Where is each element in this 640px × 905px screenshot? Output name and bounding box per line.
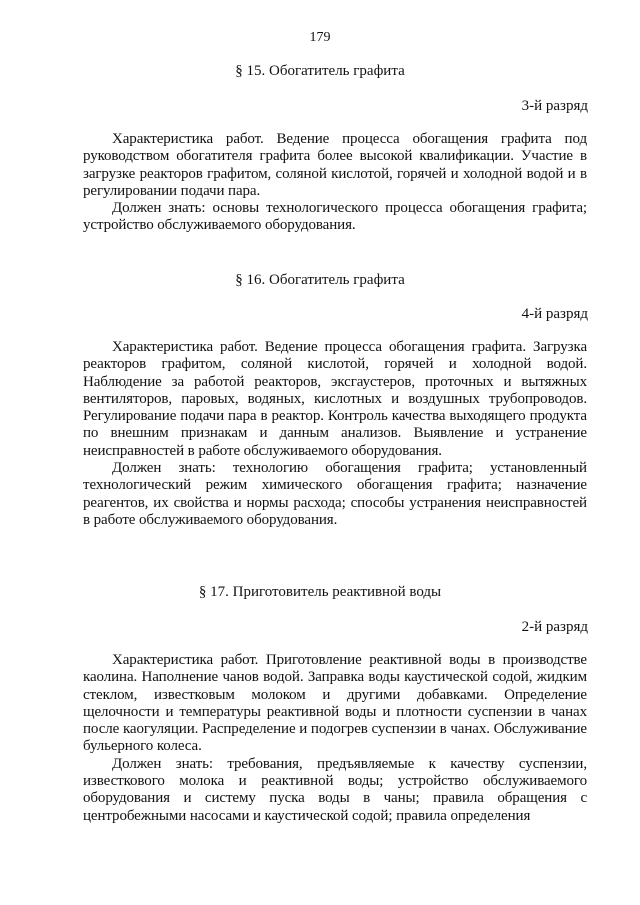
section-17-body <box>83 652 587 825</box>
section-15-grade: 3-й разряд <box>521 98 588 114</box>
section-16-body <box>83 339 587 529</box>
section-17-characteristics: Характеристика работ. Приготовление реактивной воды в производстве каолина. Наполнение чанов водой. Заправка воды каустической содой, жидким стеклом, известковым молоком и другими добавками. Определение щелочности и температуры реактивной воды и плотности суспензии в чанах после каогуляции. Распределение и подогрев суспензии в чанах. Обслуживание бульерного колеса. <box>83 652 587 755</box>
section-15-must-know: Должен знать: основы технологического процесса обогащения графита; устройство обслуживаемого оборудования. <box>83 200 587 234</box>
section-15-characteristics: Характеристика работ. Ведение процесса обогащения графита под руководством обогатителя графита более высокой квалификации. Участие в загрузке реакторов графитом, соляной кислотой, горячей и холодной водой и в регулировании подачи пара. <box>83 131 587 199</box>
section-16-must-know: Должен знать: технологию обогащения графита; установленный технологический режим химического обогащения графита; назначение реагентов, их свойства и нормы расхода; способы устранения неисправностей в работе обслуживаемого оборудования. <box>83 460 587 528</box>
section-17-title: § 17. Приготовитель реактивной воды <box>198 584 442 600</box>
section-16-title: § 16. Обогатитель графита <box>235 272 405 288</box>
section-15-body <box>83 131 587 235</box>
section-16-characteristics: Характеристика работ. Ведение процесса обогащения графита. Загрузка реакторов графитом, соляной кислотой, горячей и холодной водой. Наблюдение за работой реакторов, эксгаустеров, проточных и вытяжных вентиляторов, паровых, водяных, кислотных и воздушных трубопроводов. Регулирование подачи пара в реактор. Контроль качества выходящего продукта по внешним признакам и данным анализов. Выявление и устранение неисправностей в работе обслуживаемого оборудования. <box>83 339 587 459</box>
section-15-title: § 15. Обогатитель графита <box>235 63 405 79</box>
section-16-grade: 4-й разряд <box>521 306 588 322</box>
page-number: 179 <box>309 30 331 45</box>
section-17-must-know: Должен знать: требования, предъявляемые к качеству суспензии, известкового молока и реактивной воды; устройство обслуживаемого оборудования и систему пуска воды в чаны; правила обращения с центробежными насосами и каустической содой; правила определения <box>83 755 587 824</box>
section-17-grade: 2-й разряд <box>521 619 588 635</box>
